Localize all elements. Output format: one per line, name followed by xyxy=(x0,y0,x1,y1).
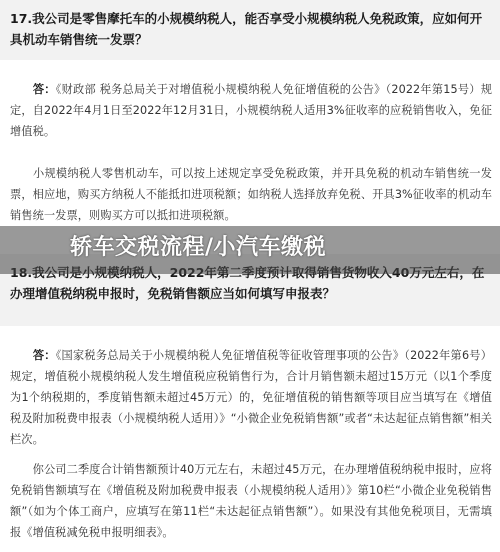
answer-17-label: 答： xyxy=(32,83,56,96)
question-18-text: 办理增值税纳税申报时，免税销售额应当如何填写申报表？ xyxy=(10,286,336,301)
answer-17-paragraph-1 xyxy=(10,79,492,142)
answer-17-text-2: 小规模纳税人零售机动车，可以按上述规定享受免税政策，并开具免税的机动车销售统一发票，相应地，购买方纳税人不能抵扣进项税额；如纳税人选择放弃免税、开具3%征收率的机动车销售统一发票，则购买方可以抵扣进项税额。 xyxy=(10,167,492,222)
answer-18-paragraph-1 xyxy=(10,345,492,450)
answer-18-label: 答： xyxy=(32,349,56,362)
question-17-header xyxy=(0,0,500,60)
answer-17-paragraph-2 xyxy=(10,163,492,226)
answer-18-text-2: 你公司二季度合计销售额预计40万元左右，未超过45万元，在办理增值税纳税申报时，应将免税销售额填写在《增值税及附加税费申报表（小规模纳税人适用）》第10栏“小微企业免税销售额”（如为个体工商户，应填写在第11栏“未达起征点销售额”）。如果没有其他免税项目，无需填报《增值税减免税申报明细表》。 xyxy=(10,463,492,539)
answer-18-paragraph-2 xyxy=(10,459,492,543)
watermark-title: 轿车交税流程/小汽车缴税 xyxy=(70,235,327,260)
answer-18-text-1: 《国家税务总局关于小规模纳税人免征增值税等征收管理事项的公告》（2022年第6号）规定，增值税小规模纳税人发生增值税应税销售行为，合计月销售额未超过15万元（以1个季度为1个纳税期的，季度销售额未超过45万元）的，免征增值税的销售额等项目应当填写在《增值税及附加税费申报表（小规模纳税人适用）》“小微企业免税销售额”或者“未达起征点销售额”相关栏次。 xyxy=(10,349,493,446)
question-17-text: 17.我公司是零售摩托车的小规模纳税人，能否享受小规模纳税人免税政策，应如何开具机动车销售统一发票？ xyxy=(10,11,483,47)
answer-17-text-1: 《财政部 税务总局关于对增值税小规模纳税人免征增值税的公告》（2022年第15号）规定，自2022年4月1日至2022年12月31日，小规模纳税人适用3%征收率的应税销售收入，免征增值税。 xyxy=(10,83,493,138)
